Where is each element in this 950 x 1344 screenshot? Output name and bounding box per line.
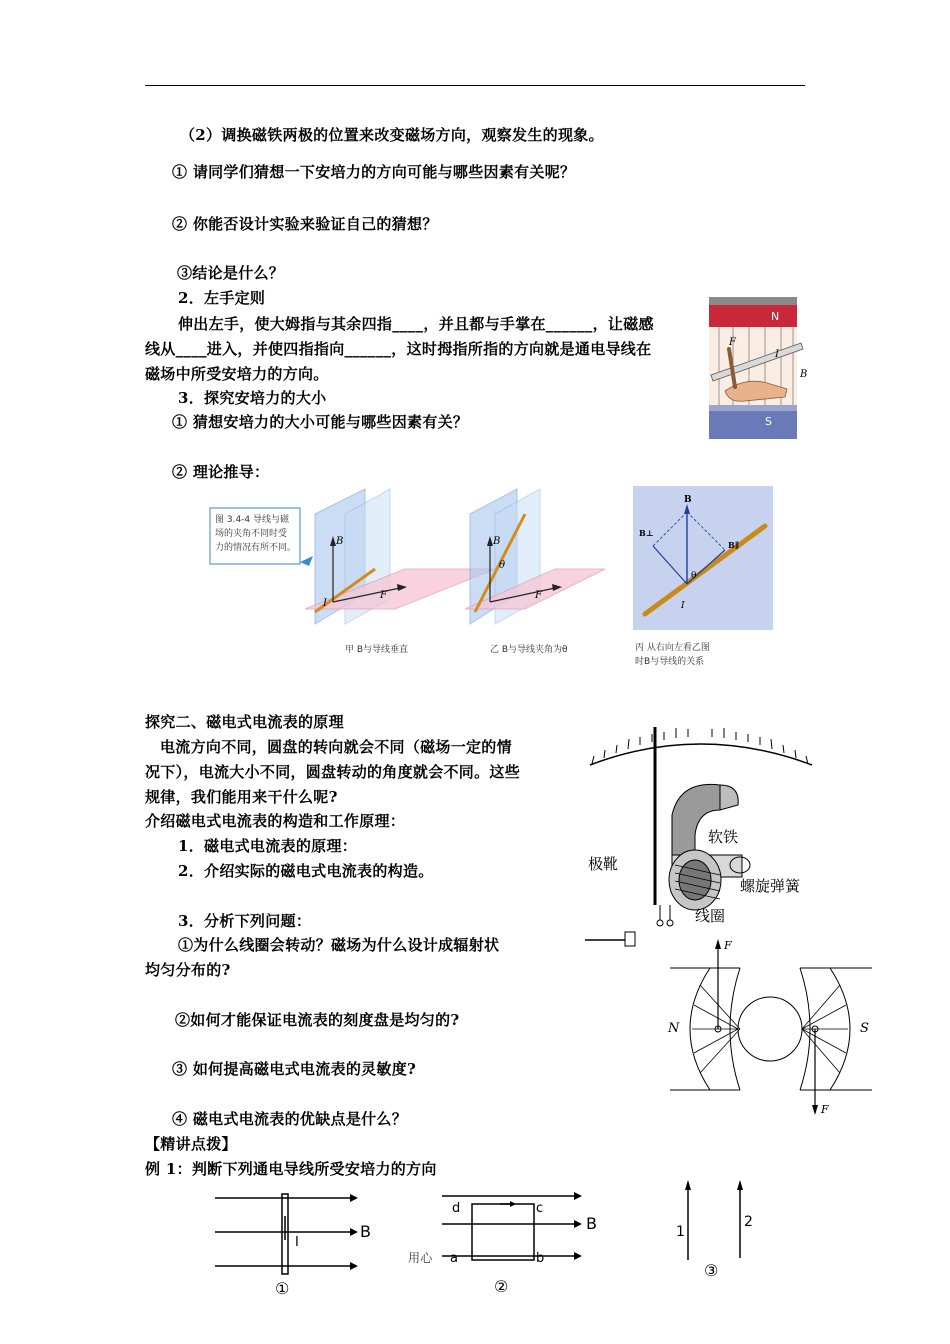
text-line: 况下），电流大小不同，圆盘转动的角度就会不同。这些: [145, 763, 521, 781]
panel-c-bperp: B⊥: [639, 528, 654, 538]
text-line: 2．左手定则: [178, 289, 266, 307]
example-figures: [210, 1180, 770, 1300]
current-label: I: [775, 349, 779, 360]
ex1-number: ①: [275, 1279, 290, 1298]
text-line: ③ 如何提高磁电式电流表的灵敏度?: [172, 1060, 417, 1078]
text-line: ④ 磁电式电流表的优缺点是什么？: [172, 1110, 408, 1128]
spring-label: 螺旋弹簧: [740, 877, 801, 895]
caption-c1: 丙 从右向左看乙图: [635, 643, 710, 653]
ex3-wire-1: 1: [676, 1224, 685, 1240]
header-rule: [145, 85, 805, 86]
figure-note: 场的夹角不同时受: [215, 529, 288, 539]
ex3-wire-2: 2: [744, 1214, 753, 1230]
example-3: [676, 1180, 753, 1280]
force-bottom-label: F: [821, 1103, 829, 1116]
panel-b: [465, 489, 605, 655]
force-angle-figure: [205, 484, 785, 680]
panel-c-i: I: [681, 601, 685, 611]
force-top-label: F: [724, 939, 732, 952]
field-label: B: [800, 369, 808, 380]
panel-a: [305, 489, 495, 655]
example-2: [442, 1192, 597, 1296]
text-line: ② 理论推导：: [172, 463, 270, 481]
ex1-i: I: [295, 1235, 299, 1250]
caption-c2: 时B与导线的关系: [635, 657, 705, 667]
panel-c: [633, 486, 773, 667]
left-hand-rule-figure: [705, 293, 815, 443]
figure-note: 力的情况有所不同。: [215, 543, 297, 553]
section-heading: 【精讲点拨】: [145, 1135, 237, 1153]
galvanometer-figure: [580, 725, 820, 957]
panel-a-f: F: [380, 590, 387, 601]
section-title: 探究二、磁电式电流表的原理: [145, 713, 344, 731]
text-line: ①为什么线圈会转动？磁场为什么设计成辐射状: [178, 936, 500, 954]
text-line: 3．探究安培力的大小: [178, 389, 327, 407]
ex2-c: c: [536, 1201, 544, 1216]
text-line: ③结论是什么？: [177, 264, 285, 282]
panel-c-b: B: [684, 495, 692, 505]
text-line: 线从____进入，并使四指指向______，这时拇指所指的方向就是通电导线在: [145, 340, 652, 358]
panel-a-b: B: [336, 536, 344, 547]
ex2-number: ②: [494, 1277, 509, 1296]
text-line: 均匀分布的?: [145, 961, 231, 979]
ex3-number: ③: [704, 1261, 719, 1280]
panel-b-theta: θ: [499, 560, 506, 571]
panel-b-b: B: [493, 536, 501, 547]
panel-c-bpar: B∥: [728, 540, 739, 550]
caption-b: 乙 B与导线夹角为θ: [490, 645, 568, 655]
south-label: S: [860, 1021, 869, 1036]
panel-b-f: F: [535, 590, 542, 601]
example-1: [215, 1194, 371, 1298]
page-footer: 用心: [408, 1251, 433, 1265]
force-label: F: [729, 337, 736, 348]
ex2-a: a: [450, 1251, 458, 1266]
text-line: 3．分析下列问题：: [178, 912, 312, 930]
text-line: 伸出左手，使大姆指与其余四指____，并且都与手掌在______，让磁感: [178, 315, 654, 333]
ex1-b: B: [360, 1222, 371, 1241]
ex2-d: d: [452, 1201, 461, 1216]
example-title: 例 1：判断下列通电导线所受安培力的方向: [145, 1160, 437, 1178]
north-pole-label: N: [771, 310, 780, 323]
coil-label: 线圈: [695, 907, 726, 925]
panel-a-i: I: [323, 598, 327, 609]
panel-c-theta: θ: [691, 571, 697, 581]
north-label: N: [668, 1021, 680, 1036]
ex2-b-corner: b: [536, 1251, 545, 1266]
soft-iron-label: 软铁: [708, 828, 739, 846]
text-line: ① 猜想安培力的大小可能与哪些因素有关？: [172, 413, 469, 431]
caption-a: 甲 B与导线垂直: [345, 645, 409, 655]
pole-shoe-label: 极靴: [588, 855, 619, 873]
figure-note: 图 3.4-4 导线与磁: [215, 515, 290, 525]
text-line: ② 你能否设计实验来验证自己的猜想？: [172, 215, 438, 233]
text-line: 1．磁电式电流表的原理：: [178, 837, 358, 855]
text-line: 电流方向不同，圆盘的转向就会不同（磁场一定的情: [160, 738, 512, 756]
text-line: ① 请同学们猜想一下安培力的方向可能与哪些因素有关呢？: [172, 163, 576, 181]
south-pole-label: S: [765, 415, 772, 428]
text-line: （2）调换磁铁两极的位置来改变磁场方向，观察发生的现象。: [180, 126, 604, 144]
text-line: ②如何才能保证电流表的刻度盘是均匀的?: [175, 1011, 460, 1029]
text-line: 介绍磁电式电流表的构造和工作原理：: [145, 812, 406, 830]
text-line: 磁场中所受安培力的方向。: [145, 365, 329, 383]
text-line: 规律，我们能用来干什么呢?: [145, 788, 338, 806]
radial-field-figure: [660, 935, 880, 1120]
ex2-b: B: [586, 1214, 597, 1233]
text-line: 2．介绍实际的磁电式电流表的构造。: [178, 862, 434, 880]
